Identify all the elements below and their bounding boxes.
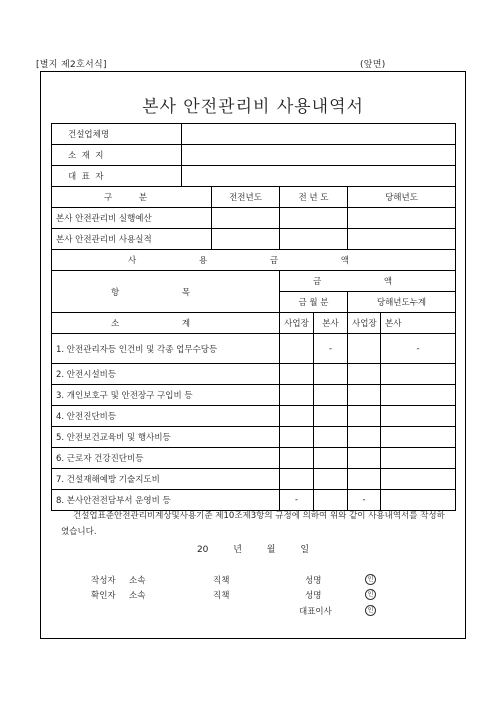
item-label: 6. 근로자 건강진단비등 (52, 448, 280, 469)
table-row (52, 166, 456, 187)
ceo-seal: 인 (365, 605, 376, 616)
site-header: 사업장 (348, 313, 381, 334)
table-row (52, 124, 456, 145)
item-label: 5. 안전보건교육비 및 행사비등 (52, 427, 280, 448)
ceo-label: 대 표 자 (52, 166, 182, 187)
this-year-header: 당해년도 (348, 187, 456, 208)
table-row (52, 427, 456, 448)
table-row: 1. 안전관리자등 인건비 및 각종 업무수당등 - - (52, 334, 456, 364)
table-row (52, 448, 456, 469)
usage-table (51, 123, 456, 511)
cumulative-header: 당해년도누계 (348, 292, 456, 313)
hq-header: 본사 (314, 313, 348, 334)
address-value[interactable] (182, 145, 456, 166)
table-row (52, 406, 456, 427)
plan-budget-label: 본사 안전관리비 실행예산 (52, 208, 212, 229)
checker-org: 소속 (129, 591, 146, 601)
table-row (52, 271, 456, 292)
checker-name-label: 성명 (305, 591, 322, 601)
category-header: 구 분 (52, 187, 212, 208)
year-before-last-header: 전전년도 (212, 187, 280, 208)
table-row: 8. 본사안전전담부서 운영비 등 - - (52, 490, 456, 511)
table-row (52, 313, 456, 334)
item-label: 1. 안전관리자등 인건비 및 각종 업무수당등 (52, 334, 280, 364)
writer-role: 작성자 (91, 576, 116, 586)
writer-org: 소속 (129, 576, 146, 586)
writer-position: 직책 (213, 576, 230, 586)
table-row (52, 469, 456, 490)
company-name-label: 건설업체명 (52, 124, 182, 145)
company-name-value[interactable] (182, 124, 456, 145)
writer-name-label: 성명 (305, 576, 322, 586)
item-label: 4. 안전진단비등 (52, 406, 280, 427)
checker-role: 확인자 (91, 591, 116, 601)
checker-position: 직책 (213, 591, 230, 601)
subtotal-label: 소 계 (52, 313, 280, 334)
usage-title: 사 용 금 액 (52, 250, 456, 271)
ceo-label: 대표이사 (299, 607, 332, 617)
table-row (52, 208, 456, 229)
table-row (52, 250, 456, 271)
table-row (52, 385, 456, 406)
page-side: (앞면) (360, 60, 386, 70)
form-number: [별지 제2호서식] (36, 60, 107, 70)
item-label: 3. 개인보호구 및 안전장구 구입비 등 (52, 385, 280, 406)
table-row (52, 229, 456, 250)
item-label: 8. 본사안전전담부서 운영비 등 (52, 490, 280, 511)
plan-actual-label: 본사 안전관리비 사용실적 (52, 229, 212, 250)
table-row (52, 364, 456, 385)
ceo-value[interactable] (182, 166, 456, 187)
monthly-header: 금 월 분 (280, 292, 348, 313)
declaration-text: 건설업표준안전관리비계상및사용기준 제10조제3항의 규정에 의하여 위와 같이 사용내역서를 작성하였습니다. (61, 511, 445, 537)
table-row (52, 187, 456, 208)
address-label: 소 재 지 (52, 145, 182, 166)
item-label: 7. 건설재해예방 기술지도비 (52, 469, 280, 490)
form-title: 본사 안전관리비 사용내역서 (142, 97, 364, 117)
table-row (52, 145, 456, 166)
item-header: 항 목 (52, 271, 280, 313)
date-line: 20 년 월 일 (196, 545, 310, 555)
form-frame (40, 71, 466, 639)
writer-seal: 인 (365, 574, 376, 585)
hq-header: 본사 (381, 313, 456, 334)
last-year-header: 전 년 도 (280, 187, 348, 208)
item-label: 2. 안전시설비등 (52, 364, 280, 385)
checker-seal: 인 (365, 589, 376, 600)
site-header: 사업장 (280, 313, 314, 334)
amount-header: 금 액 (280, 271, 456, 292)
